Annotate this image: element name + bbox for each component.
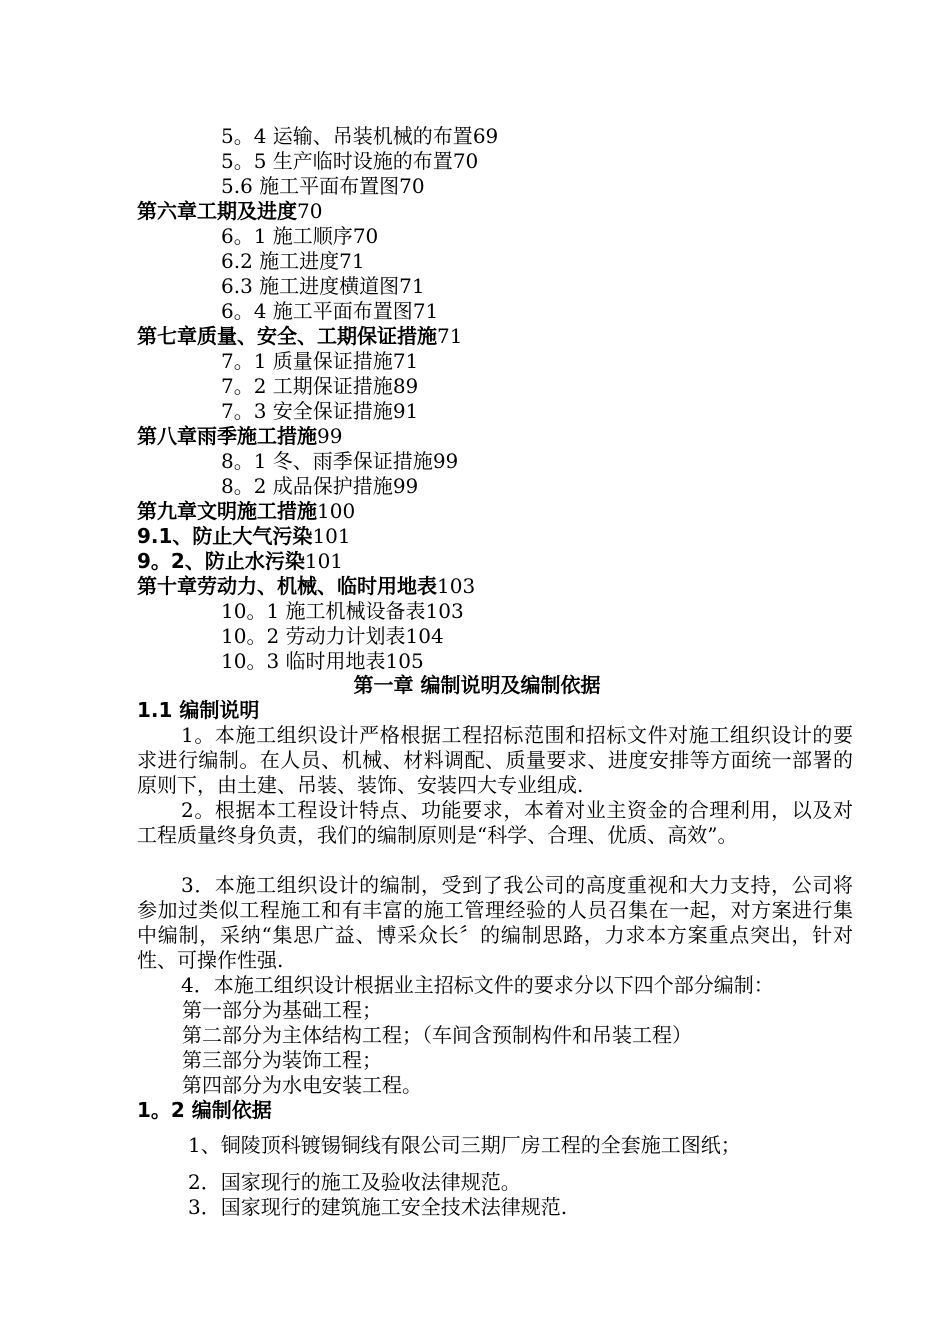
toc-chapter-entry [137, 424, 342, 449]
toc-entry-page: 71 [339, 249, 365, 273]
toc-entry [221, 149, 478, 174]
toc-entry-label: 5.6 施工平面布置图 [221, 174, 400, 198]
toc-entry [221, 299, 438, 324]
toc-entry-label: 8。2 成品保护措施 [221, 474, 393, 498]
toc-entry-page: 70 [399, 174, 425, 198]
toc-entry-label: 7。1 质量保证措施 [221, 349, 393, 373]
toc-entry [221, 249, 365, 274]
toc-entry-page: 71 [399, 274, 425, 298]
part-item: 第二部分为主体结构工程；（车间含预制构件和吊装工程） [182, 1023, 692, 1047]
toc-entry-page: 91 [392, 399, 419, 423]
toc-entry [221, 274, 425, 299]
toc-entry-page: 103 [425, 599, 464, 623]
toc-entry-page: 89 [392, 374, 419, 398]
toc-entry [221, 449, 458, 474]
toc-entry-label: 第七章质量、安全、工期保证措施 [137, 324, 437, 348]
section-heading-1-2: 1。2 编制依据 [137, 1098, 272, 1122]
toc-chapter-entry [137, 199, 322, 224]
toc-entry [221, 624, 444, 649]
toc-entry-page: 99 [432, 449, 459, 473]
toc-entry-label: 10。2 劳动力计划表 [221, 624, 406, 648]
toc-entry-page: 69 [472, 124, 499, 148]
toc-entry-page: 71 [412, 299, 439, 323]
toc-entry-label: 5。4 运输、吊装机械的布置 [221, 124, 473, 148]
toc-entry-page: 71 [392, 349, 419, 373]
toc-entry-label: 第九章文明施工措施 [137, 499, 317, 523]
toc-entry [221, 649, 424, 674]
toc-entry-label: 9.1、防止大气污染 [137, 524, 313, 548]
toc-entry-label: 第十章劳动力、机械、临时用地表 [137, 574, 437, 598]
toc-entry [221, 124, 498, 149]
basis-item: 1、铜陵顶科镀锡铜线有限公司三期厂房工程的全套施工图纸； [188, 1133, 741, 1157]
toc-entry-label: 8。1 冬、雨季保证措施 [221, 449, 433, 473]
part-item: 第三部分为装饰工程； [182, 1048, 382, 1072]
toc-entry-label: 10。1 施工机械设备表 [221, 599, 426, 623]
basis-item: 3．国家现行的建筑施工安全技术法律规范. [188, 1195, 568, 1219]
part-item: 第四部分为水电安装工程。 [182, 1073, 422, 1097]
toc-entry [221, 399, 418, 424]
toc-entry-label: 5。5 生产临时设施的布置 [221, 149, 453, 173]
part-item: 第一部分为基础工程； [182, 998, 382, 1022]
toc-entry [221, 474, 418, 499]
toc-entry [221, 349, 418, 374]
toc-entry-label: 6。4 施工平面布置图 [221, 299, 413, 323]
toc-entry-page: 101 [312, 524, 351, 548]
toc-chapter-entry [137, 499, 355, 524]
toc-entry-label: 10。3 临时用地表 [221, 649, 386, 673]
toc-entry-label: 7。3 安全保证措施 [221, 399, 393, 423]
toc-entry [221, 599, 464, 624]
toc-entry-page: 99 [317, 424, 343, 448]
toc-chapter-entry [137, 549, 343, 574]
toc-entry-label: 6.2 施工进度 [221, 249, 340, 273]
toc-entry-page: 103 [437, 574, 476, 598]
toc-entry-label: 6.3 施工进度横道图 [221, 274, 400, 298]
toc-entry-page: 100 [317, 499, 356, 523]
basis-item: 2．国家现行的施工及验收法律规范。 [188, 1170, 521, 1194]
toc-entry-page: 105 [385, 649, 424, 673]
toc-entry-page: 70 [452, 149, 479, 173]
toc-entry-page: 99 [392, 474, 419, 498]
toc-entry-label: 第六章工期及进度 [137, 199, 297, 223]
toc-entry-page: 70 [297, 199, 323, 223]
toc-entry-page: 70 [352, 224, 379, 248]
paragraph-2: 2。根据本工程设计特点、功能要求，本着对业主资金的合理利用，以及对工程质量终身负责，我们的编制原则是“科学、合理、优质、高效”。 [137, 798, 853, 847]
paragraph-4: 4．本施工组织设计根据业主招标文件的要求分以下四个部分编制： [181, 973, 774, 997]
toc-entry [221, 374, 418, 399]
toc-entry-label: 6。1 施工顺序 [221, 224, 353, 248]
paragraph-1: 1。本施工组织设计严格根据工程招标范围和招标文件对施工组织设计的要求进行编制。在人员、机械、材料调配、质量要求、进度安排等方面统一部署的原则下，由土建、吊装、装饰、安装四大专业组成. [137, 723, 853, 797]
toc-chapter-entry [137, 574, 475, 599]
paragraph-3: 3．本施工组织设计的编制，受到了我公司的高度重视和大力支持，公司将参加过类似工程施工和有丰富的施工管理经验的人员召集在一起，对方案进行集中编制，采纳“集思广益、博采众长〞的编制思路，力求本方案重点突出，针对性、可操作性强. [137, 873, 853, 972]
section-heading-1-1: 1.1 编制说明 [137, 698, 260, 722]
toc-entry-label: 7。2 工期保证措施 [221, 374, 393, 398]
toc-entry-label: 9。2、防止水污染 [137, 549, 305, 573]
toc-entry-page: 104 [405, 624, 444, 648]
toc-chapter-entry [137, 324, 462, 349]
toc-entry-label: 第八章雨季施工措施 [137, 424, 317, 448]
chapter-title: 第一章 编制说明及编制依据 [353, 673, 601, 697]
toc-entry [221, 174, 425, 199]
toc-entry-page: 101 [304, 549, 344, 573]
toc-entry [221, 224, 378, 249]
toc-entry-page: 71 [437, 324, 463, 348]
toc-chapter-entry [137, 524, 351, 549]
